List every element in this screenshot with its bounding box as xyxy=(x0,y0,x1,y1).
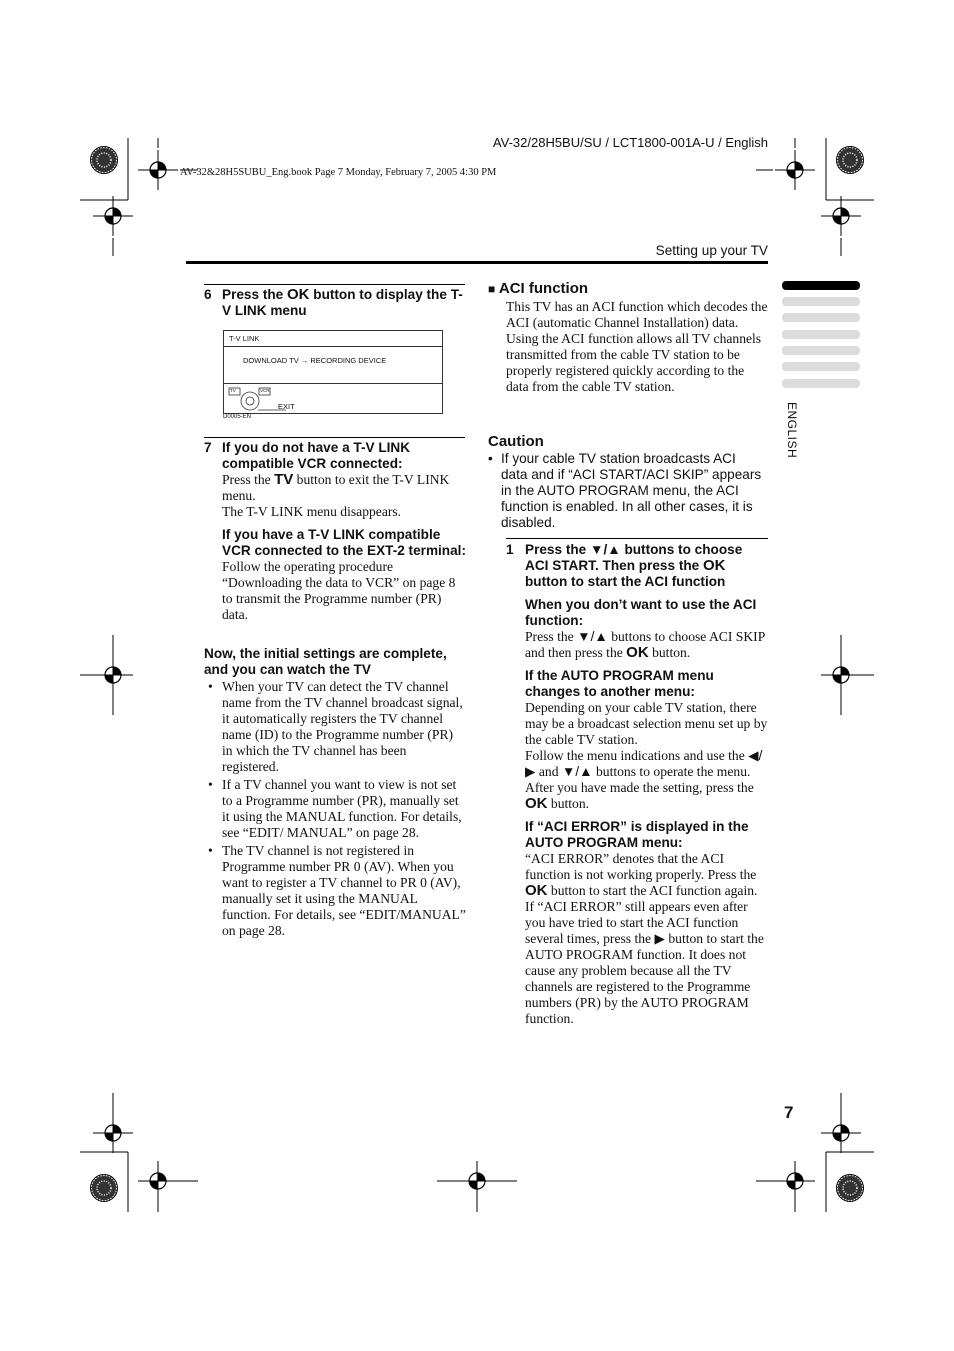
heading-no-aci: When you don’t want to use the ACI function: xyxy=(525,597,757,628)
square-bullet-icon: ■ xyxy=(488,282,496,296)
step7-heading-vcr: If you have a T-V LINK compatible VCR connected to the EXT-2 terminal: xyxy=(222,527,466,558)
side-tab xyxy=(782,346,860,355)
btn-vcr-label: VCR xyxy=(260,388,270,393)
step7 xyxy=(204,440,466,623)
arrow-right-icon: → xyxy=(300,356,309,365)
down-up-arrows-icon: ▼/▲ xyxy=(589,542,621,557)
step7-text-exit: Press the TV button to exit the T-V LINK menu. xyxy=(222,471,450,503)
text-aci-error-denotes: “ACI ERROR” denotes that the ACI function is not working properly. Press the OK button to start the ACI function again. xyxy=(525,851,758,899)
side-tab-active xyxy=(782,281,860,290)
down-up-arrows-icon: ▼/▲ xyxy=(561,764,593,779)
btn-tv-label: TV xyxy=(230,388,236,393)
heading-aci-error: If “ACI ERROR” is displayed in the AUTO PROGRAM menu: xyxy=(525,819,749,850)
text-aci-error-still: If “ACI ERROR” still appears even after you have tried to start the ACI function several times, press the ▶ button to start the AUTO PROGRAM function. It does not cause any problem because all the TV channels are registered to the Programme numbers (PR) by the AUTO PROGRAM function. xyxy=(525,899,764,1026)
text-auto-depending: Depending on your cable TV station, there may be a broadcast selection menu set up by the cable TV station. xyxy=(525,700,768,747)
document-id: AV-32/28H5BU/SU / LCT1800-001A-U / English xyxy=(492,135,768,150)
ok-button-glyph: OK xyxy=(525,882,548,899)
step-number: 1 xyxy=(506,542,514,557)
heading-auto-program-changes: If the AUTO PROGRAM menu changes to another menu: xyxy=(525,668,714,699)
step1 xyxy=(506,542,768,1027)
step6 xyxy=(204,287,466,319)
caution-heading: Caution xyxy=(488,433,544,450)
side-tab xyxy=(782,362,860,371)
step-number: 6 xyxy=(204,287,212,302)
text-auto-follow: Follow the menu indications and use the ◀/▶ and ▼/▲ buttons to operate the menu. After you have made the setting, press the OK button. xyxy=(525,748,763,812)
language-label: ENGLISH xyxy=(785,402,799,459)
tv-button-glyph: TV xyxy=(274,471,294,488)
step6-rule xyxy=(204,284,465,285)
page-number: 7 xyxy=(784,1103,794,1122)
step7-heading-no-vcr: If you do not have a T-V LINK compatible VCR connected: xyxy=(222,440,411,471)
text-no-aci: Press the ▼/▲ buttons to choose ACI SKIP and then press the OK button. xyxy=(525,629,765,661)
down-up-arrows-icon: ▼/▲ xyxy=(577,629,608,644)
menu-footer-rule xyxy=(224,383,442,384)
step-number: 7 xyxy=(204,440,212,455)
ok-button-glyph: OK xyxy=(525,795,548,812)
aci-usage: Using the ACI function allows all TV channels transmitted from the cable TV station to be properly registered quickly according to the data from the cable TV station. xyxy=(506,331,762,394)
figure-code: D0005-EN xyxy=(223,414,252,420)
side-tab xyxy=(782,313,860,322)
left-right-arrows-icon: ◀/▶ xyxy=(525,748,763,779)
section-title: Setting up your TV xyxy=(655,243,768,258)
right-arrow-icon: ▶ xyxy=(654,931,665,946)
book-info: AV-32&28H5SUBU_Eng.book Page 7 Monday, February 7, 2005 4:30 PM xyxy=(180,167,497,178)
step6-title: Press the OK button to display the T-V LINK menu xyxy=(222,286,463,318)
step7-text-follow: Follow the operating procedure “Downloading the data to VCR” on page 8 to transmit the Programme number (PR) data. xyxy=(222,559,456,622)
caution-bullet: • If your cable TV station broadcasts ACI data and if “ACI START/ACI SKIP” appears in the AUTO PROGRAM menu, the ACI function is enabled. In all other cases, it is disabled. xyxy=(488,451,764,531)
tv-link-menu-screen xyxy=(223,330,443,414)
list-item: • If a TV channel you want to view is not set to a Programme number (PR), manually set it using the MANUAL function. For details, see “EDIT/ MANUAL” on page 28. xyxy=(204,777,466,841)
side-tab xyxy=(782,297,860,306)
settings-complete-heading: Now, the initial settings are complete, and you can watch the TV xyxy=(204,646,447,677)
menu-title: T-V LINK xyxy=(229,334,260,343)
header-rule xyxy=(186,261,768,264)
aci-heading: ■ ACI function xyxy=(488,280,589,297)
menu-item-download: DOWNLOAD TV → RECORDING DEVICE xyxy=(243,356,387,365)
settings-complete xyxy=(204,646,466,941)
step7-rule xyxy=(204,437,465,438)
ok-button-glyph: OK xyxy=(286,286,310,303)
aci-section xyxy=(488,279,768,395)
list-item: • When your TV can detect the TV channel name from the TV channel broadcast signal, it automatically registers the TV channel name (ID) to the Programme number (PR) in which the TV channel has been registered. xyxy=(204,679,466,775)
aci-intro: This TV has an ACI function which decodes the ACI (automatic Channel Installation) data. xyxy=(506,299,768,330)
side-tab xyxy=(782,330,860,339)
ok-button-glyph: OK xyxy=(626,644,649,661)
menu-title-rule xyxy=(224,346,442,347)
list-item: • The TV channel is not registered in Programme number PR 0 (AV). When you want to register a TV channel to PR 0 (AV), manually set it using the MANUAL function. For details, see “EDIT/MANUAL” on page 28. xyxy=(204,843,466,939)
step1-rule xyxy=(506,538,768,539)
caution-section xyxy=(488,432,764,531)
ok-button-glyph: OK xyxy=(703,557,726,574)
side-tab xyxy=(782,379,860,388)
step1-title: Press the ▼/▲ buttons to choose ACI START. Then press the OK button to start the ACI function xyxy=(525,542,743,589)
menu-exit-label: EXIT xyxy=(278,402,295,411)
step7-text-disappears: The T-V LINK menu disappears. xyxy=(222,504,402,519)
